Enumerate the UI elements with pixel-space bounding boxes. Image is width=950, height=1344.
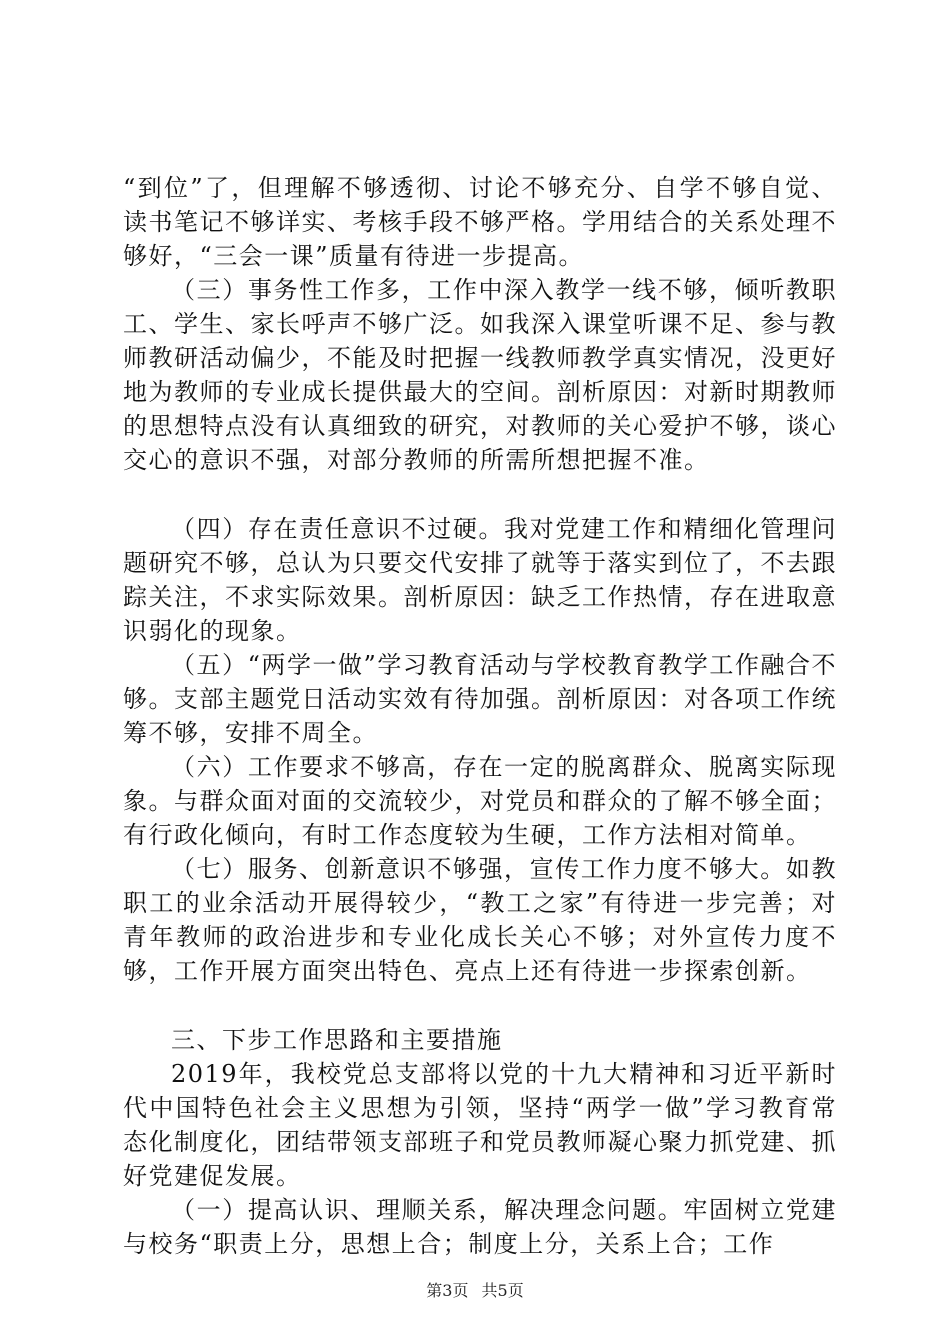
paragraph-continuation: “到位”了，但理解不够透彻、讨论不够充分、自学不够自觉、读书笔记不够详实、考核手段不够严格。学用结合的关系处理不够好，“三会一课”质量有待进一步提高。 <box>123 174 837 270</box>
paragraph-measure-1: （一）提高认识、理顺关系，解决理念问题。牢固树立党建与校务“职责上分，思想上合；制度上分，关系上合；工作 <box>123 1196 837 1258</box>
paragraph-item-4: （四）存在责任意识不过硬。我对党建工作和精细化管理问题研究不够，总认为只要交代安排了就等于落实到位了，不去跟踪关注，不求实际效果。剖析原因：缺乏工作热情，存在进取意识弱化的现象。 <box>123 515 837 645</box>
page-number: 第3页 <box>426 1281 469 1300</box>
paragraph-item-3: （三）事务性工作多，工作中深入教学一线不够，倾听教职工、学生、家长呼声不够广泛。如我深入课堂听课不足、参与教师教研活动偏少，不能及时把握一线教师教学真实情况，没更好地为教师的专业成长提供最大的空间。剖析原因：对新时期教师的思想特点没有认真细致的研究，对教师的关心爱护不够，谈心交心的意识不强，对部分教师的所需所想把握不准。 <box>123 276 837 474</box>
paragraph-item-6: （六）工作要求不够高，存在一定的脱离群众、脱离实际现象。与群众面对面的交流较少，对党员和群众的了解不够全面；有行政化倾向，有时工作态度较为生硬，工作方法相对简单。 <box>123 753 837 849</box>
paragraph-item-5: （五）“两学一做”学习教育活动与学校教育教学工作融合不够。支部主题党日活动实效有待加强。剖析原因：对各项工作统筹不够，安排不周全。 <box>123 651 837 747</box>
page-total: 共5页 <box>481 1281 524 1300</box>
paragraph-item-7: （七）服务、创新意识不够强，宣传工作力度不够大。如教职工的业余活动开展得较少，“教工之家”有待进一步完善；对青年教师的政治进步和专业化成长关心不够；对外宣传力度不够，工作开展方面突出特色、亮点上还有待进一步探索创新。 <box>123 855 837 985</box>
section-heading: 三、下步工作思路和主要措施 <box>171 1026 503 1054</box>
paragraph-intro-2019: 2019年，我校党总支部将以党的十九大精神和习近平新时代中国特色社会主义思想为引领，坚持“两学一做”学习教育常态化制度化，团结带领支部班子和党员教师凝心聚力抓党建、抓好党建促发展。 <box>123 1060 837 1190</box>
page-footer <box>0 1280 950 1302</box>
document-body <box>123 171 837 1261</box>
